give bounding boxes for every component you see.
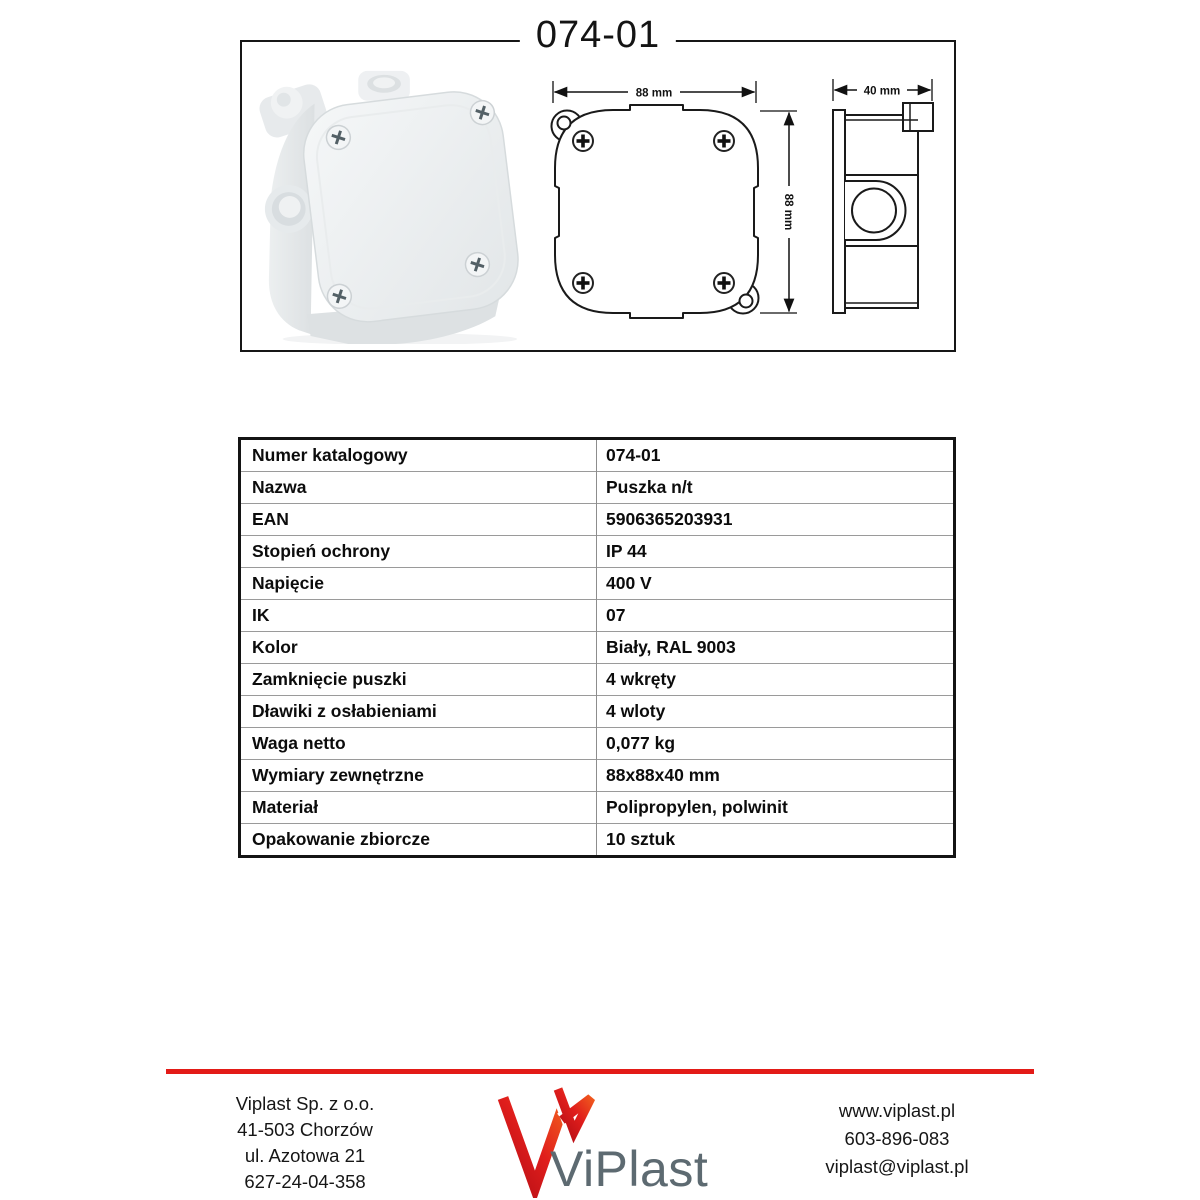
table-row bbox=[240, 472, 955, 504]
spec-value: 5906365203931 bbox=[597, 504, 955, 536]
ear-hole bbox=[740, 295, 753, 308]
side-cable-gland bbox=[845, 181, 906, 240]
spec-table bbox=[238, 437, 956, 858]
spec-label: Opakowanie zbiorcze bbox=[240, 823, 597, 856]
table-row bbox=[240, 727, 955, 759]
spec-value: 4 wkręty bbox=[597, 663, 955, 695]
company-street: ul. Azotowa 21 bbox=[244, 1145, 366, 1166]
product-photo bbox=[248, 58, 540, 344]
dimension-height-label: 88 mm bbox=[782, 193, 794, 231]
spec-value: 400 V bbox=[597, 568, 955, 600]
product-frame bbox=[240, 14, 956, 352]
table-row bbox=[240, 504, 955, 536]
contact-email: viplast@viplast.pl bbox=[825, 1156, 969, 1177]
spec-value: Polipropylen, polwinit bbox=[597, 791, 955, 823]
photo-side-knockout bbox=[265, 185, 313, 233]
product-title: 074-01 bbox=[520, 14, 676, 57]
screw-icon bbox=[714, 273, 734, 293]
table-row bbox=[240, 695, 955, 727]
logo-text: ViPlast bbox=[550, 1141, 709, 1197]
spec-value: IP 44 bbox=[597, 536, 955, 568]
spec-label: Nazwa bbox=[240, 472, 597, 504]
spec-value: 0,077 kg bbox=[597, 727, 955, 759]
spec-value: 10 sztuk bbox=[597, 823, 955, 856]
spec-label: IK bbox=[240, 600, 597, 632]
spec-label: Zamknięcie puszki bbox=[240, 663, 597, 695]
dimension-width bbox=[553, 81, 756, 103]
spec-label: Waga netto bbox=[240, 727, 597, 759]
table-row bbox=[240, 759, 955, 791]
table-row bbox=[240, 631, 955, 663]
table-row bbox=[240, 568, 955, 600]
spec-label: Materiał bbox=[240, 791, 597, 823]
side-view-drawing bbox=[833, 79, 933, 313]
spec-value: 4 wloty bbox=[597, 695, 955, 727]
company-address bbox=[205, 1091, 405, 1195]
spec-label: Dławiki z osłabieniami bbox=[240, 695, 597, 727]
screw-icon bbox=[573, 273, 593, 293]
table-row bbox=[240, 663, 955, 695]
spec-value: Puszka n/t bbox=[597, 472, 955, 504]
company-name: Viplast Sp. z o.o. bbox=[235, 1093, 375, 1114]
spec-label: Wymiary zewnętrzne bbox=[240, 759, 597, 791]
table-row bbox=[240, 791, 955, 823]
front-view-drawing bbox=[552, 81, 799, 318]
table-row bbox=[240, 439, 955, 472]
table-row bbox=[240, 536, 955, 568]
screw-icon bbox=[714, 131, 734, 151]
side-lid bbox=[833, 110, 845, 313]
spec-label: Numer katalogowy bbox=[240, 439, 597, 472]
side-tab bbox=[903, 103, 933, 131]
technical-drawings bbox=[540, 68, 955, 344]
photo-top-knockout bbox=[358, 71, 410, 101]
contact-info bbox=[798, 1097, 996, 1181]
dimension-depth bbox=[833, 79, 932, 101]
spec-value: 07 bbox=[597, 600, 955, 632]
spec-value: 88x88x40 mm bbox=[597, 759, 955, 791]
spec-label: EAN bbox=[240, 504, 597, 536]
contact-phone: 603-896-083 bbox=[844, 1128, 950, 1149]
company-city: 41-503 Chorzów bbox=[237, 1119, 373, 1140]
ear-hole bbox=[558, 117, 571, 130]
screw-icon bbox=[573, 131, 593, 151]
dimension-depth-label: 40 mm bbox=[863, 85, 901, 98]
table-row bbox=[240, 823, 955, 856]
spec-value: Biały, RAL 9003 bbox=[597, 631, 955, 663]
contact-website: www.viplast.pl bbox=[838, 1100, 956, 1121]
table-row bbox=[240, 600, 955, 632]
spec-value: 074-01 bbox=[606, 445, 661, 466]
dimension-width-label: 88 mm bbox=[635, 87, 673, 100]
dimension-height bbox=[760, 111, 798, 313]
spec-label: Kolor bbox=[240, 631, 597, 663]
company-phone: 627-24-04-358 bbox=[244, 1171, 366, 1192]
viplast-logo bbox=[490, 1084, 716, 1198]
spec-label: Stopień ochrony bbox=[240, 536, 597, 568]
spec-label: Napięcie bbox=[240, 568, 597, 600]
footer-divider bbox=[166, 1069, 1034, 1074]
